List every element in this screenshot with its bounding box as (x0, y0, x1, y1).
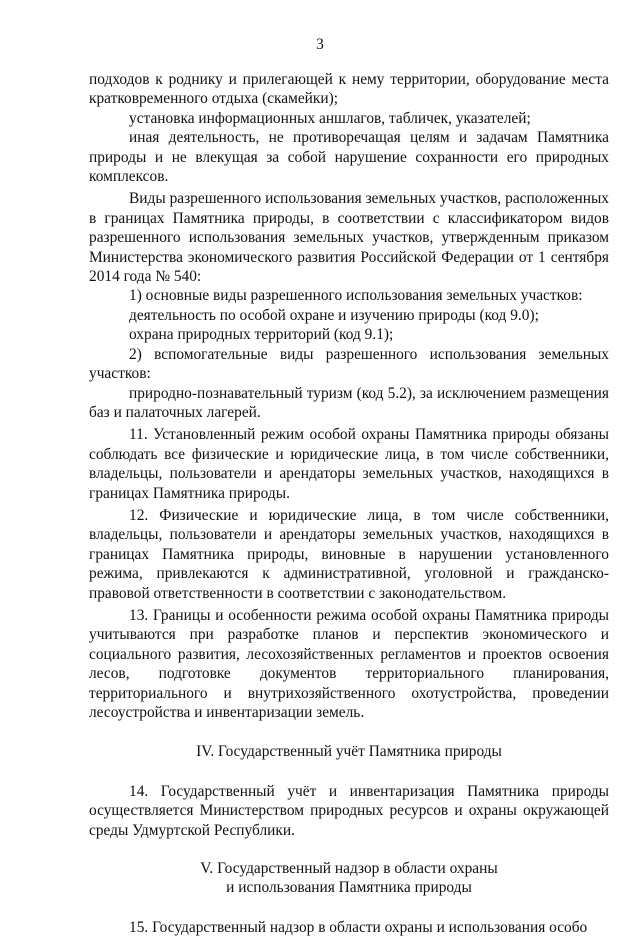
clause-11: 11. Установленный режим особой охраны Памятника природы обязаны соблюдать все физические и юридические лица, в том числе собственники, владельцы, пользователи и арендаторы земельных участков, находящихся в границах Памятника природы. (89, 426, 609, 502)
clause-13: 13. Границы и особенности режима особой охраны Памятника природы учитываются при разработке планов и перспектив экономического и социального развития, лесохозяйственных регламентов и проектов освоения лесов, подготовке документов территориального планирования, территориального и внутрихозяйственного охотустройства, проведении лесоустройства и инвентаризации земель. (89, 606, 609, 721)
section-v-heading-line: и использования Памятника природы (226, 879, 472, 897)
list-item: охрана природных территорий (код 9.1); (129, 326, 394, 344)
section-v-heading-line: V. Государственный надзор в области охраны (200, 860, 498, 878)
document-body (89, 70, 609, 937)
list-item: 1) основные виды разрешенного использования земельных участков: (129, 287, 583, 305)
section-iv-heading: IV. Государственный учёт Памятника природы (196, 743, 502, 761)
paragraph: Виды разрешенного использования земельных участков, расположенных в границах Памятника природы, в соответствии с классификатором видов разрешенного использования земельных участков, утвержденным приказом Министерства экономического развития Российской Федерации от 1 сентября 2014 года № 540: (89, 190, 609, 286)
section-v-heading (89, 859, 609, 898)
clause-12: 12. Физические и юридические лица, в том числе собственники, владельцы, пользователи и арендаторы земельных участков, находящихся в границах Памятника природы, виновные в нарушении установленного режима, привлекаются к административной, уголовной и гражданско-правовой ответственности в соответствии с законодательством. (89, 506, 609, 602)
clause-14: 14. Государственный учёт и инвентаризация Памятника природы осуществляется Министерством природных ресурсов и охраны окружающей среды Удмуртской Республики. (89, 782, 609, 839)
page-number: 3 (316, 36, 324, 53)
list-item: деятельность по особой охране и изучению природы (код 9.0); (129, 306, 539, 324)
paragraph: подходов к роднику и прилегающей к нему территории, оборудование места кратковременного отдыха (скамейки); (89, 71, 609, 108)
paragraph: установка информационных аншлагов, табличек, указателей; (129, 109, 531, 127)
clause-15: 15. Государственный надзор в области охраны и использования особо (129, 918, 588, 936)
paragraph: иная деятельность, не противоречащая целям и задачам Памятника природы и не влекущая за собой нарушение сохранности его природных комплексов. (89, 129, 609, 186)
list-item: природно-познавательный туризм (код 5.2), за исключением размещения баз и палаточных лагерей. (89, 384, 609, 421)
list-item: 2) вспомогательные виды разрешенного использования земельных участков: (89, 345, 609, 383)
